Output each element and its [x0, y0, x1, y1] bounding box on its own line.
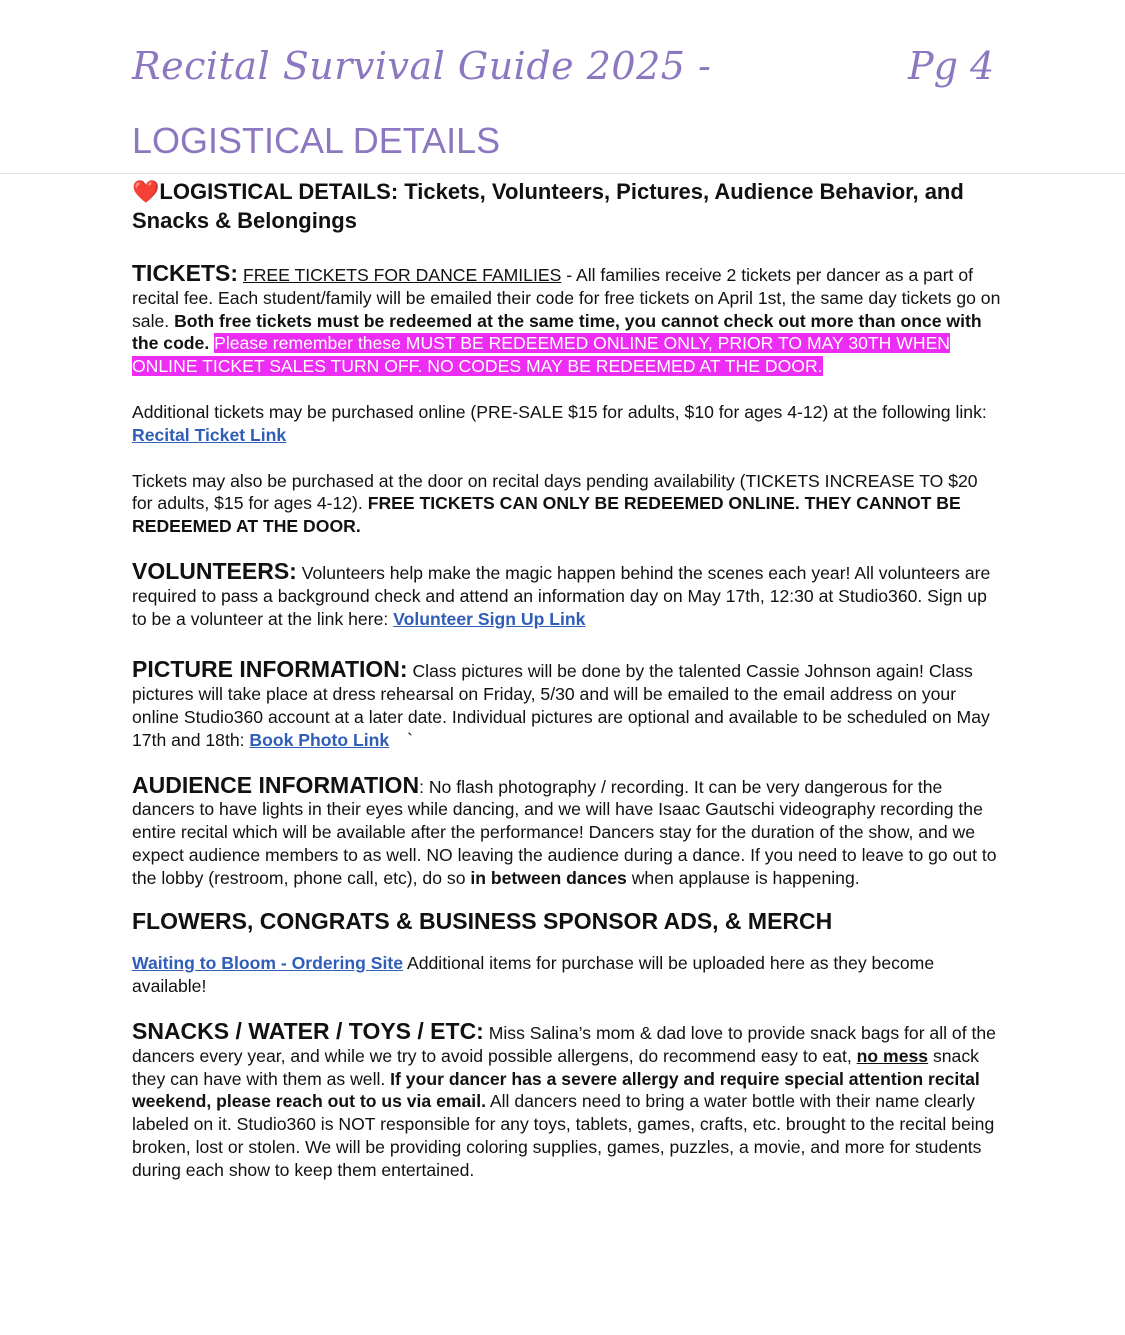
snacks-text: Miss Salina’s mom & dad love to provide snack bags for all of the dancers every year, and while we try to avoid possible allergens, do recommend easy to eat, — [132, 1022, 996, 1066]
snacks-text-3: All dancers need to bring a water bottle with their name clearly labeled on it. Studio360 is NOT responsible for any toys, tablets, games, crafts, etc. brought to the recital being broken, lost or stolen. We will be providing coloring supplies, games, puzzles, a movie, and more for students during each show to keep them entertained. — [132, 1091, 995, 1180]
tickets-text: - All families receive 2 tickets per dancer as a part of recital fee. Each student/family will be emailed their code for free tickets on April 1st, the same day tickets go on sale. — [132, 265, 1001, 331]
waiting-to-bloom-link[interactable]: Waiting to Bloom - Ordering Site — [132, 953, 404, 974]
book-photo-link[interactable]: Book Photo Link — [249, 729, 390, 750]
tickets-paragraph — [132, 262, 1002, 378]
pictures-text: Class pictures will be done by the talented Cassie Johnson again! Class pictures will take place at dress rehearsal on Friday, 5/30 and will be emailed to the email address on your online Studio360 account at a later date. Individual pictures are optional and available to be scheduled on May 17th and 18th: — [132, 661, 990, 750]
free-tickets-underline: FREE TICKETS FOR DANCE FAMILIES — [242, 265, 562, 285]
snacks-allergy-bold: If your dancer has a severe allergy and require special attention recital weekend, please reach out to us via email. — [132, 1068, 980, 1112]
page-header — [0, 0, 1125, 174]
door-tickets-text: Tickets may also be purchased at the door on recital days pending availability (TICKETS INCREASE TO $20 for adults, $15 for ages 4-12). — [132, 470, 978, 514]
no-mess-underline: no mess — [856, 1045, 929, 1066]
flowers-paragraph — [132, 952, 1002, 998]
volunteers-text: Volunteers help make the magic happen behind the scenes each year! All volunteers are required to pass a background check and attend an information day on May 17th, 12:30 at Studio360. Sign up to be a volunteer at the link here: — [132, 562, 991, 629]
volunteers-heading: VOLUNTEERS: — [132, 557, 297, 584]
tickets-bold-note: Both free tickets must be redeemed at the same time, you cannot check out more than once with the code. — [132, 310, 982, 354]
heart-icon: ❤️ — [132, 179, 160, 204]
audience-heading: AUDIENCE INFORMATION — [132, 771, 420, 798]
snacks-text-2: snack they can have with them as well. — [132, 1045, 979, 1089]
pictures-trailing-mark: ` — [407, 729, 414, 750]
logistics-title — [132, 177, 1002, 235]
recital-ticket-link[interactable]: Recital Ticket Link — [132, 424, 287, 445]
audience-paragraph — [132, 771, 1002, 890]
document-body — [132, 177, 1002, 1182]
logistics-title-text: LOGISTICAL DETAILS: Tickets, Volunteers, Pictures, Audience Behavior, and Snacks & Belongings — [132, 179, 964, 233]
snacks-paragraph — [132, 1017, 1002, 1182]
tickets-heading: TICKETS: — [132, 260, 239, 286]
flowers-heading: FLOWERS, CONGRATS & BUSINESS SPONSOR ADS, & MERCH — [132, 907, 833, 934]
door-tickets-paragraph — [132, 470, 1002, 538]
door-tickets-bold: FREE TICKETS CAN ONLY BE REDEEMED ONLINE. THEY CANNOT BE REDEEMED AT THE DOOR. — [132, 493, 961, 537]
additional-tickets-text: Additional tickets may be purchased online (PRE-SALE $15 for adults, $10 for ages 4-12) at the following link: — [132, 401, 987, 422]
audience-text: : No flash photography / recording. It can be very dangerous for the dancers to have lights in their eyes while dancing, and we will have Isaac Gautschi videography recording the entire recital which will be available after the performance! Dancers stay for the duration of the show, and we expect audience members to as well. NO leaving the audience during a dance. If you need to leave to go out to the lobby (restroom, phone call, etc), do so — [132, 776, 997, 888]
page-number: Pg 4 — [908, 44, 995, 88]
volunteers-paragraph — [132, 557, 1002, 630]
flowers-text: Additional items for purchase will be uploaded here as they become available! — [132, 953, 935, 997]
pictures-paragraph — [132, 658, 1002, 751]
guide-title: Recital Survival Guide 2025 - — [132, 44, 712, 88]
snacks-heading: SNACKS / WATER / TOYS / ETC: — [132, 1017, 484, 1044]
audience-bold: in between dances — [470, 867, 627, 888]
additional-tickets-paragraph — [132, 401, 1002, 447]
audience-text-end: when applause is happening. — [626, 867, 860, 888]
pictures-heading: PICTURE INFORMATION: — [132, 656, 408, 683]
section-title: LOGISTICAL DETAILS — [132, 120, 501, 161]
tickets-highlight-note: Please remember these MUST BE REDEEMED ONLINE ONLY, PRIOR TO MAY 30TH WHEN ONLINE TICKET SALES TURN OFF. NO CODES MAY BE REDEEMED AT THE DOOR. — [132, 333, 951, 377]
volunteer-signup-link[interactable]: Volunteer Sign Up Link — [393, 608, 586, 629]
